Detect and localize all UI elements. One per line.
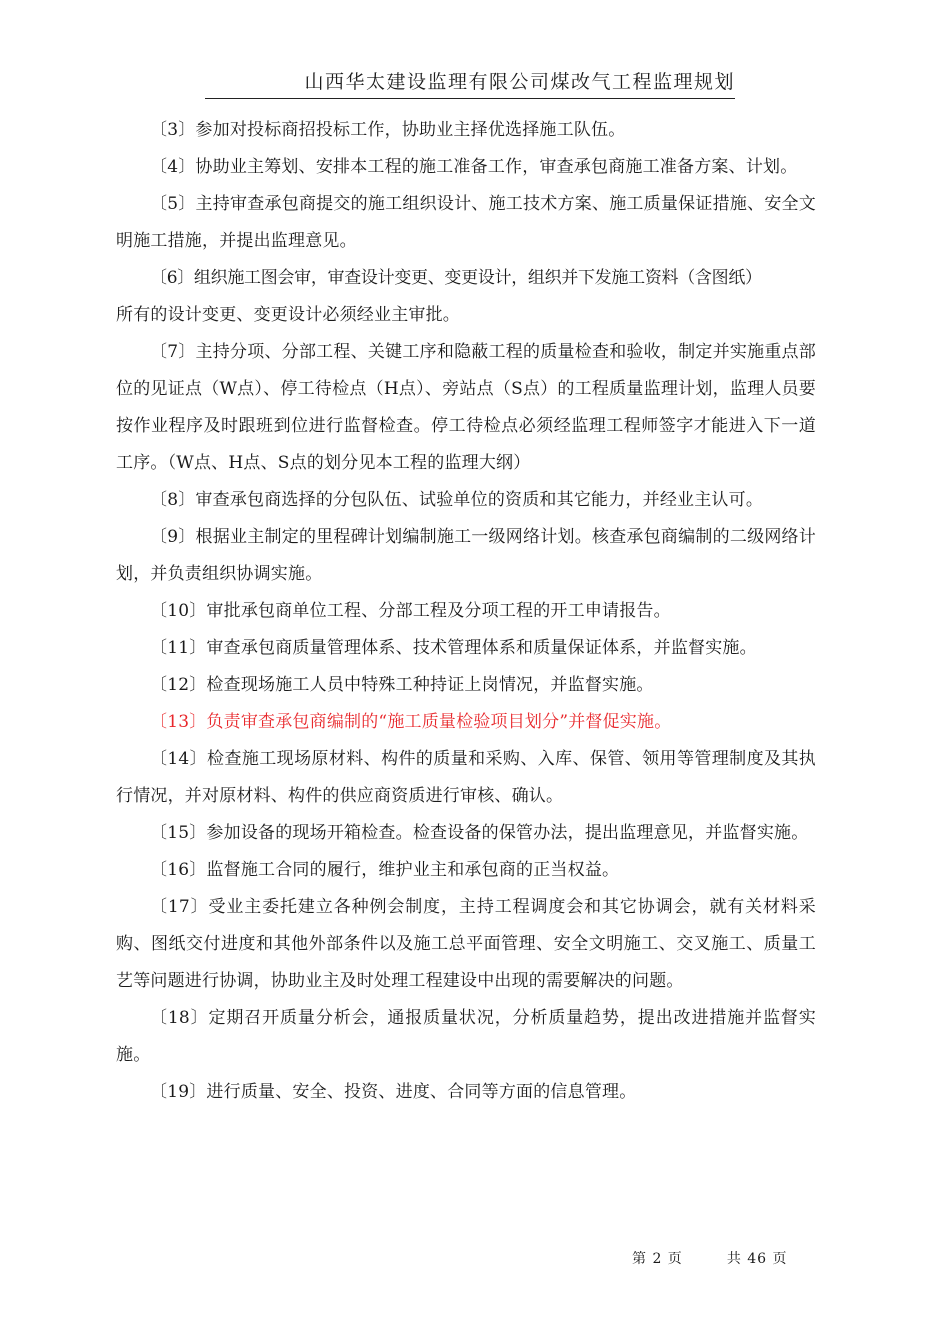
clause-6-continuation: 所有的设计变更、变更设计必须经业主审批。 [116,305,460,325]
clause-13-highlighted: 〔13〕负责审查承包商编制的“施工质量检验项目划分”并督促实施。 [150,712,672,732]
clause-9: 〔9〕根据业主制定的里程碑计划编制施工一级网络计划。核查承包商编制的二级网络计划，并负责组织协调实施。 [116,527,816,584]
page-footer [632,1248,788,1268]
clause-11: 〔11〕审查承包商质量管理体系、技术管理体系和质量保证体系，并监督实施。 [150,638,757,658]
clause-14: 〔14〕检查施工现场原材料、构件的质量和采购、入库、保管、领用等管理制度及其执行情况，并对原材料、构件的供应商资质进行审核、确认。 [116,749,816,806]
clause-18: 〔18〕定期召开质量分析会，通报质量状况，分析质量趋势，提出改进措施并监督实施。 [116,1008,816,1065]
document-body [116,112,816,1111]
clause-16: 〔16〕监督施工合同的履行，维护业主和承包商的正当权益。 [150,860,620,880]
clause-8: 〔8〕审查承包商选择的分包队伍、试验单位的资质和其它能力，并经业主认可。 [150,490,764,510]
clause-10: 〔10〕审批承包商单位工程、分部工程及分项工程的开工申请报告。 [150,601,671,621]
clause-12: 〔12〕检查现场施工人员中特殊工种持证上岗情况，并监督实施。 [150,675,654,695]
clause-19: 〔19〕进行质量、安全、投资、进度、合同等方面的信息管理。 [150,1082,637,1102]
clause-5: 〔5〕主持审查承包商提交的施工组织设计、施工技术方案、施工质量保证措施、安全文明施工措施，并提出监理意见。 [116,194,816,251]
page-total: 共 46 页 [726,1251,788,1267]
clause-17: 〔17〕受业主委托建立各种例会制度，主持工程调度会和其它协调会，就有关材料采购、图纸交付进度和其他外部条件以及施工总平面管理、安全文明施工、交叉施工、质量工艺等问题进行协调，协助业主及时处理工程建设中出现的需要解决的问题。 [116,897,816,991]
clause-3: 〔3〕参加对投标商招投标工作，协助业主择优选择施工队伍。 [150,120,626,140]
clause-4: 〔4〕协助业主筹划、安排本工程的施工准备工作，审查承包商施工准备方案、计划。 [150,157,798,177]
clause-15: 〔15〕参加设备的现场开箱检查。检查设备的保管办法，提出监理意见，并监督实施。 [150,823,809,843]
page-number: 第 2 页 [632,1251,683,1267]
clause-7: 〔7〕主持分项、分部工程、关键工序和隐蔽工程的质量检查和验收，制定并实施重点部位的见证点（W点）、停工待检点（H点）、旁站点（S点）的工程质量监理计划，监理人员要按作业程序及时跟班到位进行监督检查。停工待检点必须经监理工程师签字才能进入下一道工序。（W点、H点、S点的划分见本工程的监理大纲） [116,342,816,473]
clause-6: 〔6〕组织施工图会审，审查设计变更、变更设计，组织并下发施工资料（含图纸） [150,268,762,288]
page-header-title: 山西华太建设监理有限公司煤改气工程监理规划 [205,68,735,99]
